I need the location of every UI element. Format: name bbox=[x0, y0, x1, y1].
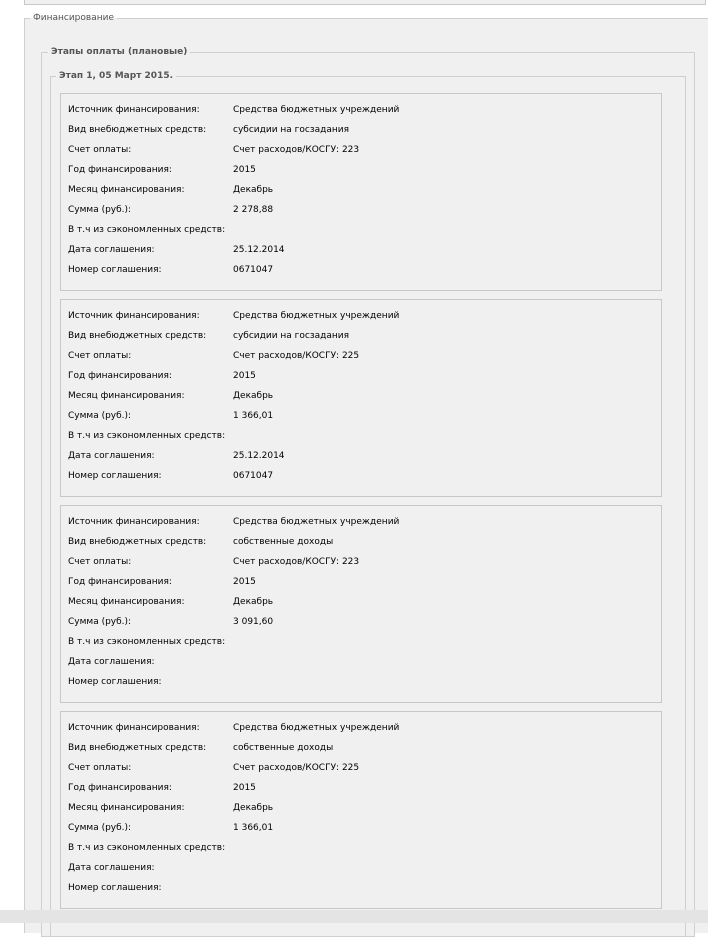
sum-label: Сумма (руб.): bbox=[68, 823, 132, 833]
funding-card-3 bbox=[60, 505, 662, 703]
account-label: Счет оплаты: bbox=[68, 145, 132, 155]
month-label: Месяц финансирования: bbox=[68, 391, 185, 401]
agreement-date-value: 25.12.2014 bbox=[233, 245, 285, 255]
agreement-number-label: Номер соглашения: bbox=[68, 265, 162, 275]
account-value: Счет расходов/КОСГУ: 225 bbox=[233, 351, 360, 361]
saved-label: В т.ч из сэкономленных средств: bbox=[68, 225, 226, 235]
funding-card-4 bbox=[60, 711, 662, 909]
stage-1-legend: Этап 1, 05 Март 2015. bbox=[59, 71, 174, 81]
extrabudget-value: субсидии на госзадания bbox=[233, 331, 350, 341]
sum-label: Сумма (руб.): bbox=[68, 205, 132, 215]
year-label: Год финансирования: bbox=[68, 577, 172, 587]
previous-section-edge bbox=[24, 0, 706, 5]
agreement-date-label: Дата соглашения: bbox=[68, 657, 155, 667]
sum-label: Сумма (руб.): bbox=[68, 411, 132, 421]
source-value: Средства бюджетных учреждений bbox=[233, 105, 400, 115]
month-value: Декабрь bbox=[233, 185, 274, 195]
account-label: Счет оплаты: bbox=[68, 557, 132, 567]
source-value: Средства бюджетных учреждений bbox=[233, 311, 400, 321]
extrabudget-label: Вид внебюджетных средств: bbox=[68, 125, 207, 135]
financing-legend: Финансирование bbox=[33, 13, 114, 23]
account-value: Счет расходов/КОСГУ: 223 bbox=[233, 145, 360, 155]
sum-value: 1 366,01 bbox=[233, 823, 274, 833]
source-label: Источник финансирования: bbox=[68, 723, 200, 733]
account-value: Счет расходов/КОСГУ: 225 bbox=[233, 763, 360, 773]
source-value: Средства бюджетных учреждений bbox=[233, 517, 400, 527]
funding-card-1 bbox=[60, 93, 662, 291]
account-label: Счет оплаты: bbox=[68, 763, 132, 773]
year-value: 2015 bbox=[233, 783, 256, 793]
agreement-date-label: Дата соглашения: bbox=[68, 863, 155, 873]
month-value: Декабрь bbox=[233, 803, 274, 813]
year-label: Год финансирования: bbox=[68, 165, 172, 175]
extrabudget-label: Вид внебюджетных средств: bbox=[68, 743, 207, 753]
agreement-number-value: 0671047 bbox=[233, 471, 274, 481]
extrabudget-value: собственные доходы bbox=[233, 743, 334, 753]
sum-label: Сумма (руб.): bbox=[68, 617, 132, 627]
saved-label: В т.ч из сэкономленных средств: bbox=[68, 431, 226, 441]
month-value: Декабрь bbox=[233, 391, 274, 401]
month-value: Декабрь bbox=[233, 597, 274, 607]
agreement-date-value: 25.12.2014 bbox=[233, 451, 285, 461]
year-value: 2015 bbox=[233, 165, 256, 175]
source-value: Средства бюджетных учреждений bbox=[233, 723, 400, 733]
extrabudget-label: Вид внебюджетных средств: bbox=[68, 537, 207, 547]
source-label: Источник финансирования: bbox=[68, 311, 200, 321]
account-value: Счет расходов/КОСГУ: 223 bbox=[233, 557, 360, 567]
extrabudget-value: собственные доходы bbox=[233, 537, 334, 547]
financing-section bbox=[24, 13, 708, 933]
year-label: Год финансирования: bbox=[68, 371, 172, 381]
month-label: Месяц финансирования: bbox=[68, 803, 185, 813]
payment-stages-section bbox=[41, 47, 695, 937]
month-label: Месяц финансирования: bbox=[68, 597, 185, 607]
payment-stages-legend: Этапы оплаты (плановые) bbox=[51, 47, 188, 57]
year-value: 2015 bbox=[233, 577, 256, 587]
extrabudget-value: субсидии на госзадания bbox=[233, 125, 350, 135]
sum-value: 2 278,88 bbox=[233, 205, 274, 215]
account-label: Счет оплаты: bbox=[68, 351, 132, 361]
agreement-date-label: Дата соглашения: bbox=[68, 451, 155, 461]
sum-value: 1 366,01 bbox=[233, 411, 274, 421]
agreement-number-value: 0671047 bbox=[233, 265, 274, 275]
saved-label: В т.ч из сэкономленных средств: bbox=[68, 843, 226, 853]
sum-value: 3 091,60 bbox=[233, 617, 274, 627]
year-value: 2015 bbox=[233, 371, 256, 381]
stage-1-section bbox=[50, 71, 686, 937]
year-label: Год финансирования: bbox=[68, 783, 172, 793]
horizontal-scrollbar-area[interactable] bbox=[0, 910, 708, 923]
agreement-number-label: Номер соглашения: bbox=[68, 883, 162, 893]
agreement-number-label: Номер соглашения: bbox=[68, 471, 162, 481]
source-label: Источник финансирования: bbox=[68, 517, 200, 527]
saved-label: В т.ч из сэкономленных средств: bbox=[68, 637, 226, 647]
extrabudget-label: Вид внебюджетных средств: bbox=[68, 331, 207, 341]
agreement-date-label: Дата соглашения: bbox=[68, 245, 155, 255]
source-label: Источник финансирования: bbox=[68, 105, 200, 115]
month-label: Месяц финансирования: bbox=[68, 185, 185, 195]
agreement-number-label: Номер соглашения: bbox=[68, 677, 162, 687]
funding-card-2 bbox=[60, 299, 662, 497]
